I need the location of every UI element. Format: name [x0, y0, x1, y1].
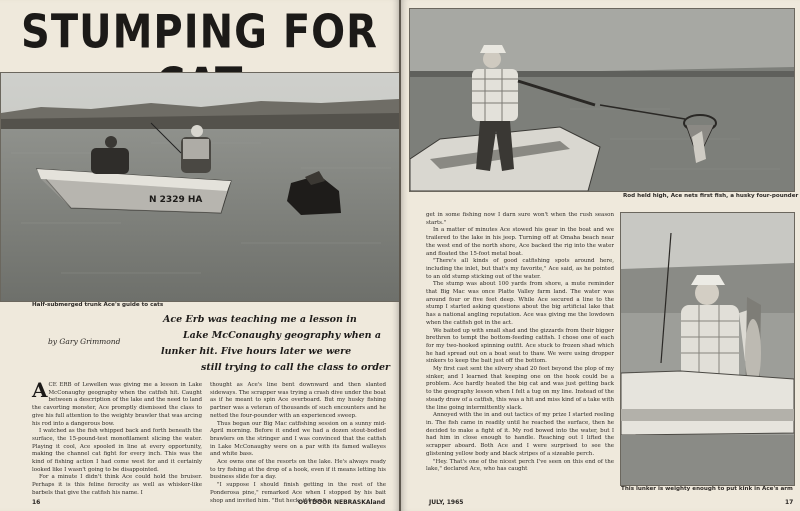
paragraph: CE ERB of Lewellen was giving me a lesson in Lake McConaughy geography when the catfish hit. Caught between a description of the lake and the need to land the cavorting monster, Ace promptly dismissed the class to give his full attention to the weighty brawler that was arcing his rod into a dangerous bow.	[32, 382, 202, 427]
issue-date: JULY, 1965	[429, 499, 464, 506]
photo-netting-fish	[409, 8, 795, 192]
paragraph: I watched as the fish whipped back and forth beneath the surface, the 15-pound-test monofilament slicing the water. Playing it cool, Ace spooled in line at every opportunity, making the channel cat fight for every inch. This was the kind of fishing action I had come west for and it certainly looked like I wasn't going to be disappointed.	[32, 428, 202, 473]
right-page	[401, 0, 800, 511]
photo-holding-catfish	[620, 212, 795, 486]
article-deck	[155, 312, 391, 376]
body-column-1	[32, 378, 202, 496]
paragraph: My first cast sent the silvery shad 20 feet beyond the plop of my sinker, and I learned that keeping one on the hook could be a problem. Ace hardly heated the big cat and was just getting back to the geography lesson when I felt a tug on my line. Instead of the steady draw of a catfish, this was a hit and miss kind of a take with the line going intermittently slack.	[426, 366, 614, 411]
catfish-photo-caption: This lunker is weighty enough to put kink in Ace's arm	[621, 486, 793, 492]
main-photo-boat	[0, 72, 399, 302]
paragraph: "There's all kinds of good catfishing spots around here, including the inlet, but that's my favorite," Ace said, as he pointed to an old stump sticking out of the water.	[426, 258, 614, 280]
deck-line: Lake McConaughy geography when a	[183, 330, 382, 341]
body-column-3	[426, 212, 614, 500]
left-page	[0, 0, 399, 511]
netting-photo-caption: Rod held high, Ace nets first fish, a husky four-pounder	[623, 193, 799, 199]
paragraph: The stump was about 100 yards from shore, a mute reminder that Big Mac was once Platte Valley farm land. The water was around four or five feet deep. While Ace secured a line to the stump I started asking questions about the big artificial lake that has a national angling reputation. Ace was giving me the lowdown when the catfish got in the act.	[426, 281, 614, 326]
magazine-name: OUTDOOR NEBRASKAland	[298, 499, 386, 506]
deck-line: still trying to call the class to order	[201, 362, 391, 373]
page-number-left: 16	[32, 499, 41, 506]
deck-line: lunker hit. Five hours later we were	[161, 346, 352, 357]
paragraph: Annoyed with the in and out tactics of my prize I started reeling in. The fish came in readily until he reached the surface, then he decided to make a fight of it. My rod bowed into the water, but I had him in close enough to handle. Reaching out I lifted the scrapper aboard. Both Ace and I were surprised to see the glistening yellow body and black stripes of a sizeable perch.	[426, 412, 614, 457]
paragraph: For a minute I didn't think Ace could hold the bruiser. Perhaps it is this feline ferocity as well as whisker-like barbels that give the catfish his name. I	[32, 474, 202, 496]
drop-cap: A	[32, 378, 48, 402]
article-byline: by Gary Grimmond	[48, 337, 121, 346]
page-number-right: 17	[785, 499, 794, 506]
main-photo-caption: Half-submerged trunk Ace's guide to cats	[32, 302, 164, 308]
deck-line: Ace Erb was teaching me a lesson in	[163, 314, 357, 325]
paragraph: get in some fishing now I darn sure won't when the rush season starts."	[426, 212, 614, 226]
boat-registration: N 2329 HA	[149, 195, 203, 205]
paragraph: thought as Ace's line bent downward and then slanted sideways. The scrapper was trying a crash dive under the boat as if he meant to spin Ace overboard. But my husky fishing partner was a veteran of thousands of such encounters and he netted the four-pounder with an experienced sweep.	[210, 382, 386, 419]
paragraph: "I suppose I should finish getting in the rest of the Ponderosa pine," remarked Ace when I stopped by his bait shop and invited him. "But heck, if I don't	[210, 482, 386, 504]
paragraph: We baited up with small shad and the gizzards from their bigger brethren to tempt the bottom-feeding catfish. I chose one of each for my two-hooked spinning outfit. Ace stuck to frozen shad which he had spread out on a boat seat to thaw. We were using dropper sinkers to keep the bait just off the bottom.	[426, 327, 614, 365]
article-title: STUMPING FOR	[21, 6, 378, 59]
paragraph: "Hey. That's one of the nicest perch I've seen on this end of the lake," declared Ace, who has caught	[426, 458, 614, 473]
paragraph: Thus began our Big Mac catfishing session on a sunny mid-April morning. Before it ended we had a dozen stout-bodied brawlers on the stringer and I was convinced that the catfish in Lake McConaughy were on a par with its famed walleyes and white bass.	[210, 420, 386, 458]
paragraph: In a matter of minutes Ace stowed his gear in the boat and we trailered to the lake in his jeep. Turning off at Omaha beach near the west end of the north shore, Ace backed the rig into the water and floated the 15-foot metal boat.	[426, 227, 614, 257]
paragraph: Ace owns one of the resorts on the lake. He's always ready to try fishing at the drop of a hook, even if it means letting his business slide for a day.	[210, 459, 386, 481]
